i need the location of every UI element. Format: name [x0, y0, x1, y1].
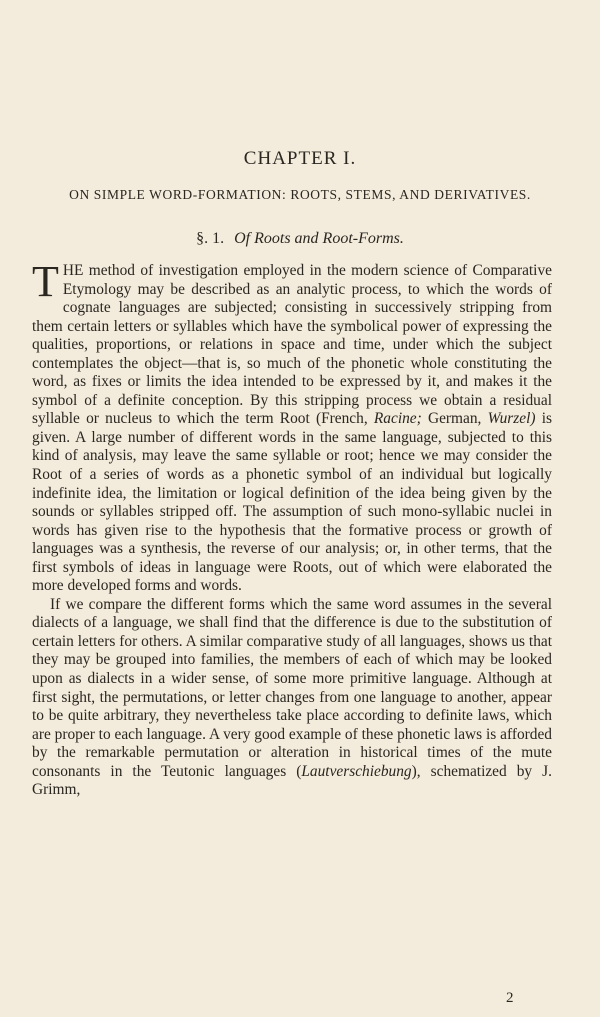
paragraph-2: [32, 596, 552, 800]
paragraph-1-text-c: is given. A large number of different words in the same language, subjected to this kind of analysis, may leave the same syllable or root; hence we may consider the Root of a series of words as a phonetic symbol of an individual but logically indefinite idea, the limitation or logical definition of the idea being given by the sounds or syllables stripped off. The assumption of such mono-syllabic nuclei in words has given rise to the hypothesis that the formative process or growth of languages was a synthesis, the reverse of our analysis; or, in other terms, that the first symbols of ideas in language were Roots, out of which were elaborated the more developed forms and words.: [32, 410, 552, 595]
drop-cap: T: [32, 257, 59, 306]
section-heading: [0, 230, 600, 248]
section-number: §. 1.: [196, 230, 225, 247]
paragraph-2-text-b: ), schematized by J. Grimm,: [32, 762, 552, 799]
paragraph-2-italic-lautverschiebung: Lautverschiebung: [301, 762, 412, 780]
section-title: Of Roots and Root-Forms.: [234, 230, 404, 247]
body-text: [32, 257, 552, 800]
paragraph-1-text-a: HE method of investigation employed in the modern science of Comparative Etymology may be described as an analytic process, to which the words of cognate languages are subjected; consisting in successively stripping from them certain letters or syllables which have the symbolical power of expressing the qualities, proportions, or relations in space and time, under which the subject contemplates the object—that is, so much of the phonetic whole constituting the word, as fixes or limits the idea intended to be expressed by it, and makes it the symbol of a definite conception. By this stripping process we obtain a residual syllable or nucleus to which the term Root (French,: [32, 262, 552, 428]
chapter-heading: ON SIMPLE WORD-FORMATION: ROOTS, STEMS, AND DERIVATIVES.: [69, 187, 531, 202]
paragraph-1-italic-racine: Racine;: [373, 410, 422, 428]
chapter-title: CHAPTER I.: [243, 148, 357, 169]
paragraph-1: [32, 257, 552, 596]
paragraph-1-italic-wurzel: Wurzel): [487, 410, 536, 428]
page-number: 2: [506, 990, 514, 1006]
paragraph-1-text-b: German,: [421, 410, 488, 428]
paragraph-2-text-a: If we compare the different forms which the same word assumes in the several dialects of a language, we shall find that the difference is due to the substitution of certain letters for others. A similar comparative study of all languages, shows us that they may be grouped into families, the members of each of which may be looked upon as dialects in a wider sense, of some more primitive language. Although at first sight, the permutations, or letter changes from one language to another, appear to be quite arbitrary, they nevertheless take place according to definite laws, which are proper to each language. A very good example of these phonetic laws is afforded by the remarkable permutation or alteration in historical times of the mute consonants in the Teutonic languages (: [32, 595, 552, 780]
